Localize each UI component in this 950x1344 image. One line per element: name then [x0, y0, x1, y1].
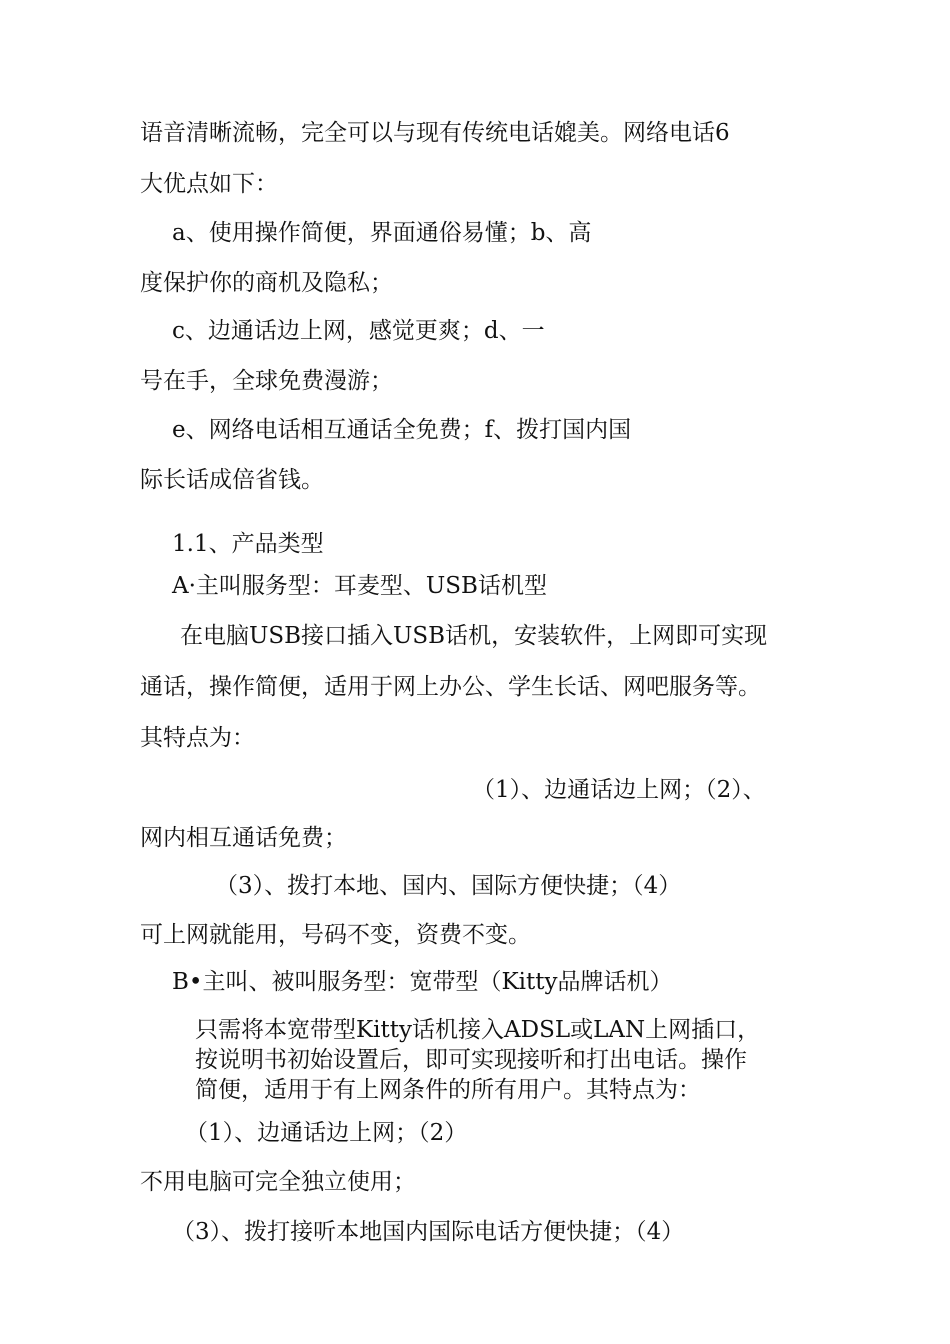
text-line-16: （3）、拨打本地、国内、国际方便快捷；（4）	[215, 873, 682, 899]
text-line-20: 按说明书初始设置后，即可实现接听和打出电话。操作	[195, 1047, 747, 1073]
text-line-14: （1）、边通话边上网；（2）、	[472, 777, 766, 803]
text-line-3: a、使用操作简便，界面通俗易懂；b、高	[172, 220, 592, 246]
text-line-7: e、网络电话相互通话全免费；f、拨打国内国	[172, 417, 632, 443]
text-line-6: 号在手，全球免费漫游；	[140, 368, 393, 394]
section-heading: 1.1、产品类型	[172, 531, 324, 557]
text-line-15: 网内相互通话免费；	[140, 825, 347, 851]
text-line-8: 际长话成倍省钱。	[140, 467, 324, 493]
text-line-13: 其特点为：	[140, 725, 255, 751]
text-line-19: 只需将本宽带型Kitty话机接入ADSL或LAN上网插口，	[195, 1017, 761, 1043]
text-line-5: c、边通话边上网，感觉更爽；d、一	[172, 318, 545, 344]
text-line-22: （1）、边通话边上网；（2）	[185, 1120, 468, 1146]
text-line-1: 语音清晰流畅，完全可以与现有传统电话媲美。网络电话6	[140, 120, 730, 146]
text-line-12: 通话，操作简便，适用于网上办公、学生长话、网吧服务等。	[140, 674, 761, 700]
text-line-4: 度保护你的商机及隐私；	[140, 270, 393, 296]
text-line-2: 大优点如下：	[140, 171, 278, 197]
text-line-21: 简便，适用于有上网条件的所有用户。其特点为：	[195, 1077, 701, 1103]
text-line-11: 在电脑USB接口插入USB话机，安装软件，上网即可实现	[180, 623, 768, 649]
product-type-b-heading: B•主叫、被叫服务型：宽带型（Kitty品牌话机）	[172, 969, 673, 995]
text-line-17: 可上网就能用，号码不变，资费不变。	[140, 922, 531, 948]
text-line-23: 不用电脑可完全独立使用；	[140, 1169, 416, 1195]
product-type-a-heading: A·主叫服务型：耳麦型、USB话机型	[172, 573, 547, 599]
text-line-24: （3）、拨打接听本地国内国际电话方便快捷；（4）	[172, 1219, 685, 1245]
